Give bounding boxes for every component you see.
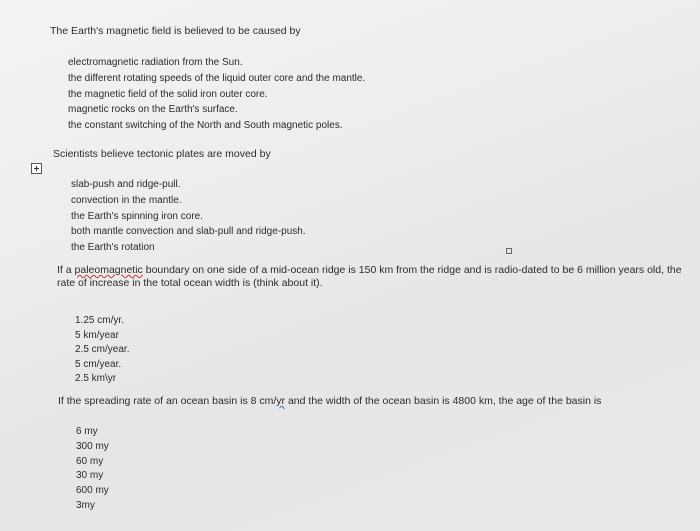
question-2-text: Scientists believe tectonic plates are moved by [53,148,271,160]
q3-option-a[interactable]: 1.25 cm/yr. [75,315,124,326]
q3-option-c[interactable]: 2.5 cm/year. [75,344,130,356]
q1-option-d[interactable]: magnetic rocks on the Earth's surface. [68,104,238,116]
q3-option-b[interactable]: 5 km/year [75,329,119,341]
q3-misspelled-word: paleomagnetic [74,264,143,276]
q1-option-b[interactable]: the different rotating speeds of the liquid outer core and the mantle. [68,72,366,84]
q3-suffix: boundary on one side of a mid-ocean ridge is 150 km from the ridge and is radio-dated to be 6 million years old, the rate of increase in the total ocean width is (think about it). [57,264,682,289]
q4-suffix: and the width of the ocean basin is 4800 km, the age of the basin is [285,395,602,407]
q3-prefix: If a [57,264,75,276]
question-4-options [76,425,109,514]
expand-plus-icon[interactable] [31,163,42,174]
q1-option-c[interactable]: the magnetic field of the solid iron outer core. [68,88,268,100]
q4-option-e[interactable]: 600 my [76,485,109,497]
question-4-text [58,395,688,408]
question-3-text [57,264,687,290]
question-1-options [68,55,365,134]
q2-option-a[interactable]: slab-push and ridge-pull. [71,179,181,190]
q4-unit: yr [276,395,286,407]
q3-option-d[interactable]: 5 cm/year. [75,358,122,370]
question-1-text: The Earth's magnetic field is believed to be caused by [50,25,301,37]
q1-option-e[interactable]: the constant switching of the North and South magnetic poles. [68,120,343,132]
q2-option-c[interactable]: the Earth's spinning iron core. [71,210,203,222]
question-3-options [75,314,129,387]
q2-option-d[interactable]: both mantle convection and slab-pull and ridge-push. [71,226,306,238]
q4-prefix: If the spreading rate of an ocean basin is 8 cm/ [58,395,277,407]
q1-option-a[interactable]: electromagnetic radiation from the Sun. [68,57,243,68]
q4-option-b[interactable]: 300 my [76,440,109,452]
q3-option-e[interactable]: 2.5 km\yr [75,373,117,385]
q4-option-d[interactable]: 30 my [76,470,104,482]
q4-option-c[interactable]: 60 my [76,455,104,467]
small-square-icon [506,248,512,254]
q4-option-f[interactable]: 3my [76,499,95,511]
q4-option-a[interactable]: 6 my [76,426,98,437]
question-2-options [71,177,306,256]
q2-option-b[interactable]: convection in the mantle. [71,194,182,206]
q2-option-e[interactable]: the Earth's rotation [71,242,155,254]
